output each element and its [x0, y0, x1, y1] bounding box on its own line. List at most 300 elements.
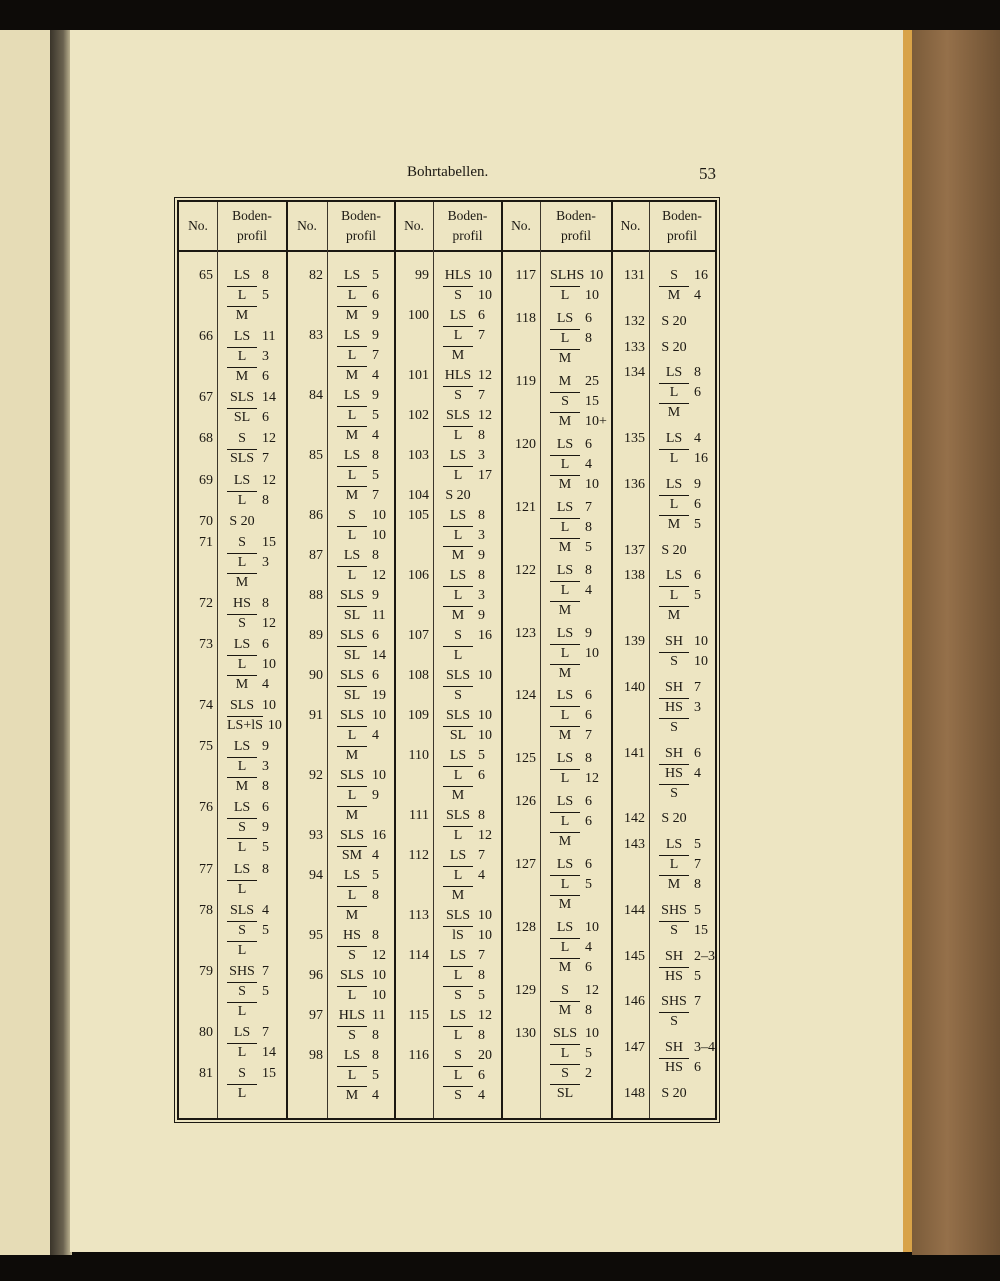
- soil-profile: [327, 826, 386, 866]
- soil-type: HS: [343, 928, 361, 943]
- soil-type: SHS: [229, 963, 255, 979]
- layer-depth: 7: [372, 348, 379, 363]
- layer-depth: 12: [478, 368, 492, 383]
- boring-number: 81: [199, 1066, 213, 1081]
- header-bodenprofil: [217, 202, 287, 252]
- soil-layer: [550, 792, 592, 812]
- soil-layer: [337, 806, 386, 826]
- soil-type: SLS: [445, 708, 471, 723]
- soil-layer: [227, 777, 269, 797]
- table-row: [395, 666, 492, 706]
- boring-number: 125: [515, 751, 536, 767]
- soil-type: L: [227, 941, 257, 959]
- soil-type: M: [227, 675, 257, 693]
- layer-depth: 11: [372, 608, 386, 623]
- soil-layer: [337, 446, 379, 466]
- soil-layer: [337, 266, 379, 286]
- boring-number: 145: [624, 948, 645, 964]
- soil-profile: [433, 846, 485, 906]
- layer-depth: 2–3: [694, 948, 715, 964]
- soil-layer: [550, 981, 599, 1001]
- boring-number: 144: [624, 902, 645, 918]
- layer-depth: 10: [694, 654, 708, 669]
- soil-profile: [433, 406, 492, 446]
- table-column: [287, 266, 386, 1104]
- soil-type: L: [550, 1044, 580, 1062]
- soil-type: L: [659, 495, 689, 513]
- boring-number: 114: [408, 948, 429, 963]
- boring-number: 118: [515, 310, 536, 326]
- header-no: No.: [502, 202, 540, 252]
- soil-layer: [337, 726, 386, 746]
- soil-layer: [443, 726, 492, 746]
- soil-profile: [540, 792, 592, 852]
- header-bodenprofil: [327, 202, 395, 252]
- soil-type: L: [443, 866, 473, 884]
- layer-depth: 11: [262, 329, 276, 345]
- header-no: No.: [287, 202, 327, 252]
- layer-depth: 4: [262, 677, 269, 692]
- soil-type: L: [227, 553, 257, 571]
- soil-layer: [443, 386, 492, 406]
- soil-type: L: [227, 347, 257, 365]
- soil-type: L: [227, 491, 257, 509]
- soil-layer: [443, 866, 485, 886]
- soil-layer: [443, 746, 485, 766]
- soil-layer: [659, 383, 701, 403]
- soil-layer: [443, 486, 473, 506]
- soil-type: M: [443, 346, 473, 364]
- boring-number: 108: [408, 668, 429, 683]
- soil-profile: [649, 312, 689, 332]
- soil-type: SLS: [339, 628, 365, 643]
- soil-layer: [659, 541, 689, 561]
- layer-depth: 12: [262, 431, 276, 447]
- soil-layer: [550, 918, 599, 938]
- soil-profile: [327, 866, 379, 926]
- table-row: [287, 706, 386, 766]
- soil-layer: [337, 466, 379, 486]
- soil-type: M: [550, 1001, 580, 1019]
- boring-number: 80: [199, 1024, 213, 1040]
- table-column: [502, 266, 607, 1104]
- soil-layer: [550, 832, 592, 852]
- layer-depth: 6: [694, 1060, 701, 1075]
- soil-type: L: [550, 875, 580, 893]
- layer-depth: 15: [694, 922, 708, 938]
- soil-layer: [550, 1064, 599, 1084]
- layer-depth: 8: [372, 448, 379, 463]
- layer-depth: 6: [262, 637, 269, 652]
- layer-depth: 6: [585, 688, 592, 704]
- soil-layer: [550, 435, 599, 455]
- soil-layer: [659, 566, 701, 586]
- boring-number: 142: [624, 811, 645, 827]
- soil-type: S: [443, 686, 473, 704]
- soil-type: S: [670, 268, 678, 283]
- layer-depth: 10: [478, 928, 492, 943]
- layer-depth: 5: [372, 868, 379, 883]
- soil-type: L: [550, 644, 580, 662]
- soil-layer: [659, 875, 701, 895]
- table-row: [179, 1023, 282, 1063]
- soil-type: SHS: [661, 902, 687, 918]
- table-row: [287, 1046, 386, 1106]
- soil-layer: [659, 744, 701, 764]
- soil-type: LS: [665, 365, 683, 381]
- soil-type: L: [337, 1066, 367, 1084]
- boring-number: 120: [515, 436, 536, 452]
- soil-type: L: [659, 586, 689, 604]
- layer-depth: 5: [478, 748, 485, 763]
- soil-layer: [443, 706, 492, 726]
- soil-layer: [443, 326, 485, 346]
- layer-depth: 5: [262, 840, 269, 856]
- soil-type: S: [238, 431, 246, 447]
- soil-type: M: [550, 832, 580, 850]
- layer-depth: 7: [478, 848, 485, 863]
- layer-depth: 3: [478, 588, 485, 603]
- soil-layer: [227, 614, 276, 634]
- boring-number: 143: [624, 837, 645, 852]
- layer-depth: 6: [585, 708, 592, 724]
- layer-depth: 10+: [585, 413, 607, 429]
- boring-number: 148: [624, 1085, 645, 1101]
- soil-type: SLS: [445, 808, 471, 823]
- soil-layer: [337, 826, 386, 846]
- soil-layer: [227, 347, 275, 367]
- soil-layer: [227, 880, 269, 900]
- soil-layer: [337, 886, 379, 906]
- soil-type: S 20: [661, 313, 687, 329]
- layer-depth: 6: [585, 857, 592, 873]
- table-row: [395, 406, 492, 446]
- soil-layer: [443, 1006, 492, 1026]
- soil-type: M: [227, 367, 257, 385]
- soil-layer: [550, 581, 592, 601]
- layer-depth: 3–4: [694, 1040, 715, 1055]
- boring-number: 77: [199, 861, 213, 877]
- boring-number: 102: [408, 408, 429, 423]
- boring-number: 147: [624, 1040, 645, 1055]
- soil-type: SLS: [229, 698, 255, 714]
- soil-layer: [443, 426, 492, 446]
- soil-layer: [659, 403, 701, 423]
- soil-type: LS: [233, 1024, 251, 1040]
- soil-type: LS: [556, 920, 574, 936]
- header-line: profil: [452, 228, 483, 243]
- table-row: [612, 744, 715, 804]
- soil-profile: [540, 498, 592, 558]
- layer-depth: 6: [694, 496, 701, 512]
- boring-number: 76: [199, 800, 213, 816]
- soil-type: L: [550, 938, 580, 956]
- soil-layer: [337, 786, 386, 806]
- layer-depth: 2: [585, 1065, 592, 1081]
- soil-layer: [337, 486, 379, 506]
- table-row: [395, 746, 492, 806]
- soil-type: S: [227, 982, 257, 1000]
- soil-layer: [550, 498, 592, 518]
- soil-type: L: [659, 383, 689, 401]
- soil-type: L: [550, 812, 580, 830]
- table-row: [502, 981, 607, 1021]
- soil-layer: [227, 635, 276, 655]
- layer-depth: 12: [262, 615, 276, 631]
- soil-layer: [550, 664, 599, 684]
- soil-type: SL: [337, 606, 367, 624]
- boring-number: 146: [624, 994, 645, 1010]
- soil-type: L: [227, 880, 257, 898]
- soil-type: SL: [337, 686, 367, 704]
- soil-type: S 20: [661, 542, 687, 558]
- soil-layer: [227, 388, 276, 408]
- soil-layer: [443, 586, 485, 606]
- layer-depth: 3: [262, 759, 269, 775]
- soil-profile: [327, 546, 386, 586]
- soil-type: SLS: [339, 768, 365, 783]
- soil-profile: [540, 918, 599, 978]
- soil-type: L: [337, 286, 367, 304]
- soil-type: S: [337, 1026, 367, 1044]
- soil-type: LS: [665, 837, 683, 852]
- soil-layer: [550, 769, 599, 789]
- soil-type: LS: [556, 794, 574, 810]
- soil-type: LS: [233, 472, 251, 488]
- soil-type: LS: [343, 448, 361, 463]
- table-row: [395, 806, 492, 846]
- soil-type: S: [659, 652, 689, 670]
- soil-layer: [443, 966, 485, 986]
- soil-type: L: [227, 286, 257, 304]
- soil-type: S: [454, 628, 462, 643]
- soil-profile: [540, 686, 592, 746]
- soil-profile: [649, 744, 701, 804]
- layer-depth: 14: [262, 1044, 276, 1060]
- soil-layer: [659, 921, 708, 941]
- soil-profile: [327, 326, 379, 386]
- soil-type: M: [550, 475, 580, 493]
- table-row: [179, 471, 282, 511]
- soil-layer: [443, 446, 492, 466]
- soil-type: S: [443, 386, 473, 404]
- soil-profile: [327, 926, 386, 966]
- layer-depth: 5: [694, 516, 701, 532]
- soil-type: L: [337, 526, 367, 544]
- soil-layer: [659, 1038, 715, 1058]
- layer-depth: 8: [478, 428, 485, 443]
- soil-type: SH: [665, 745, 683, 761]
- soil-profile: [327, 1046, 379, 1106]
- soil-type: LS: [665, 568, 683, 584]
- soil-type: L: [443, 646, 473, 664]
- boring-number: 92: [309, 768, 323, 783]
- soil-type: M: [337, 1086, 367, 1104]
- soil-layer: [659, 475, 701, 495]
- layer-depth: 9: [372, 388, 379, 403]
- table-row: [287, 326, 386, 386]
- table-row: [395, 486, 492, 506]
- soil-type: M: [337, 746, 367, 764]
- layer-depth: 5: [585, 539, 592, 555]
- boring-number: 130: [515, 1025, 536, 1041]
- layer-depth: 10: [262, 657, 276, 672]
- soil-profile: [649, 1038, 715, 1078]
- soil-layer: [550, 812, 592, 832]
- soil-layer: [227, 266, 269, 286]
- soil-type: L: [337, 786, 367, 804]
- soil-layer: [227, 696, 282, 716]
- layer-depth: 6: [694, 385, 701, 401]
- soil-profile: [540, 435, 599, 495]
- soil-type: M: [659, 875, 689, 893]
- boring-number: 97: [309, 1008, 323, 1023]
- soil-layer: [227, 798, 269, 818]
- soil-layer: [550, 329, 592, 349]
- layer-depth: 9: [372, 308, 379, 323]
- header-no: No.: [179, 202, 217, 252]
- layer-depth: 8: [262, 861, 269, 877]
- soil-profile: [327, 1006, 385, 1046]
- soil-type: SH: [665, 948, 683, 964]
- layer-depth: 12: [372, 948, 386, 963]
- soil-type: L: [443, 426, 473, 444]
- boring-number: 94: [309, 868, 323, 883]
- soil-type: LS: [449, 1008, 467, 1023]
- boring-number: 85: [309, 448, 323, 463]
- soil-layer: [550, 266, 603, 286]
- soil-profile: [649, 1084, 689, 1104]
- layer-depth: 12: [478, 1008, 492, 1023]
- layer-depth: 10: [478, 668, 492, 683]
- soil-layer: [443, 806, 492, 826]
- layer-depth: 6: [372, 668, 379, 683]
- soil-profile: [327, 506, 386, 546]
- soil-type: SHS: [661, 994, 687, 1010]
- soil-type: L: [227, 1002, 257, 1020]
- soil-type: LS: [556, 436, 574, 452]
- book-cover-edge: [912, 30, 1000, 1255]
- boring-number: 103: [408, 448, 429, 463]
- layer-depth: 15: [585, 393, 599, 409]
- boring-number: 116: [408, 1048, 429, 1063]
- soil-type: S: [659, 1012, 689, 1030]
- layer-depth: 8: [478, 968, 485, 983]
- boring-number: 70: [199, 513, 213, 529]
- table-row: [612, 1084, 715, 1104]
- soil-type: S: [550, 1064, 580, 1082]
- soil-type: LS: [449, 568, 467, 583]
- header-no: No.: [395, 202, 433, 252]
- layer-depth: 14: [372, 648, 386, 663]
- soil-layer: [659, 992, 701, 1012]
- soil-layer: [227, 921, 269, 941]
- soil-profile: [433, 906, 492, 946]
- soil-profile: [433, 806, 492, 846]
- boring-number: 82: [309, 268, 323, 283]
- soil-layer: [227, 429, 276, 449]
- soil-profile: [327, 446, 379, 506]
- soil-layer: [337, 646, 386, 666]
- table-row: [395, 566, 492, 626]
- soil-profile: [433, 306, 485, 366]
- table-row: [287, 446, 386, 506]
- soil-layer: [550, 475, 599, 495]
- soil-layer: [337, 866, 379, 886]
- soil-layer: [659, 784, 701, 804]
- table-row: [179, 429, 282, 469]
- layer-depth: 4: [372, 368, 379, 383]
- soil-layer: [443, 886, 485, 906]
- soil-layer: [550, 392, 607, 412]
- layer-depth: 7: [585, 728, 592, 744]
- soil-type: LS: [343, 868, 361, 883]
- soil-layer: [337, 1066, 379, 1086]
- table-row: [179, 860, 282, 900]
- table-row: [612, 809, 715, 829]
- layer-depth: 4: [585, 940, 592, 956]
- soil-layer: [443, 546, 485, 566]
- soil-type: SLS: [229, 902, 255, 918]
- soil-layer: [443, 666, 492, 686]
- soil-layer: [337, 1026, 385, 1046]
- soil-type: M: [550, 349, 580, 367]
- layer-depth: 5: [585, 877, 592, 893]
- layer-depth: 6: [694, 568, 701, 584]
- header-bodenprofil: [433, 202, 502, 252]
- soil-type: M: [337, 366, 367, 384]
- soil-type: L: [550, 706, 580, 724]
- soil-type: SLS: [339, 708, 365, 723]
- table-row: [179, 962, 282, 1022]
- boring-number: 109: [408, 708, 429, 723]
- table-row: [395, 366, 492, 406]
- layer-depth: 12: [585, 983, 599, 999]
- soil-profile: [217, 901, 269, 961]
- header-line: profil: [561, 228, 591, 243]
- layer-depth: 4: [478, 868, 485, 883]
- soil-type: M: [443, 786, 473, 804]
- soil-profile: [433, 666, 492, 706]
- layer-depth: 8: [372, 548, 379, 563]
- table-row: [502, 435, 607, 495]
- table-row: [287, 626, 386, 666]
- soil-type: HS: [659, 764, 689, 782]
- soil-profile: [327, 266, 379, 326]
- soil-layer: [227, 737, 269, 757]
- header-line: Boden-: [341, 208, 381, 223]
- soil-profile: [540, 1024, 599, 1104]
- soil-type: LS: [233, 637, 251, 652]
- soil-type: SM: [337, 846, 367, 864]
- boring-number: 71: [199, 534, 213, 550]
- soil-type: LS: [556, 688, 574, 704]
- soil-type: LS: [665, 431, 683, 446]
- layer-depth: 11: [372, 1008, 386, 1023]
- soil-layer: [227, 901, 269, 921]
- layer-depth: 10: [585, 1025, 599, 1041]
- soil-layer: [227, 306, 269, 326]
- soil-layer: [550, 538, 592, 558]
- soil-profile: [217, 471, 276, 511]
- layer-depth: 9: [372, 328, 379, 343]
- table-row: [287, 866, 386, 926]
- table-row: [612, 566, 715, 626]
- soil-layer: [550, 286, 603, 306]
- soil-layer: [227, 471, 276, 491]
- table-row: [502, 918, 607, 978]
- layer-depth: 9: [478, 608, 485, 623]
